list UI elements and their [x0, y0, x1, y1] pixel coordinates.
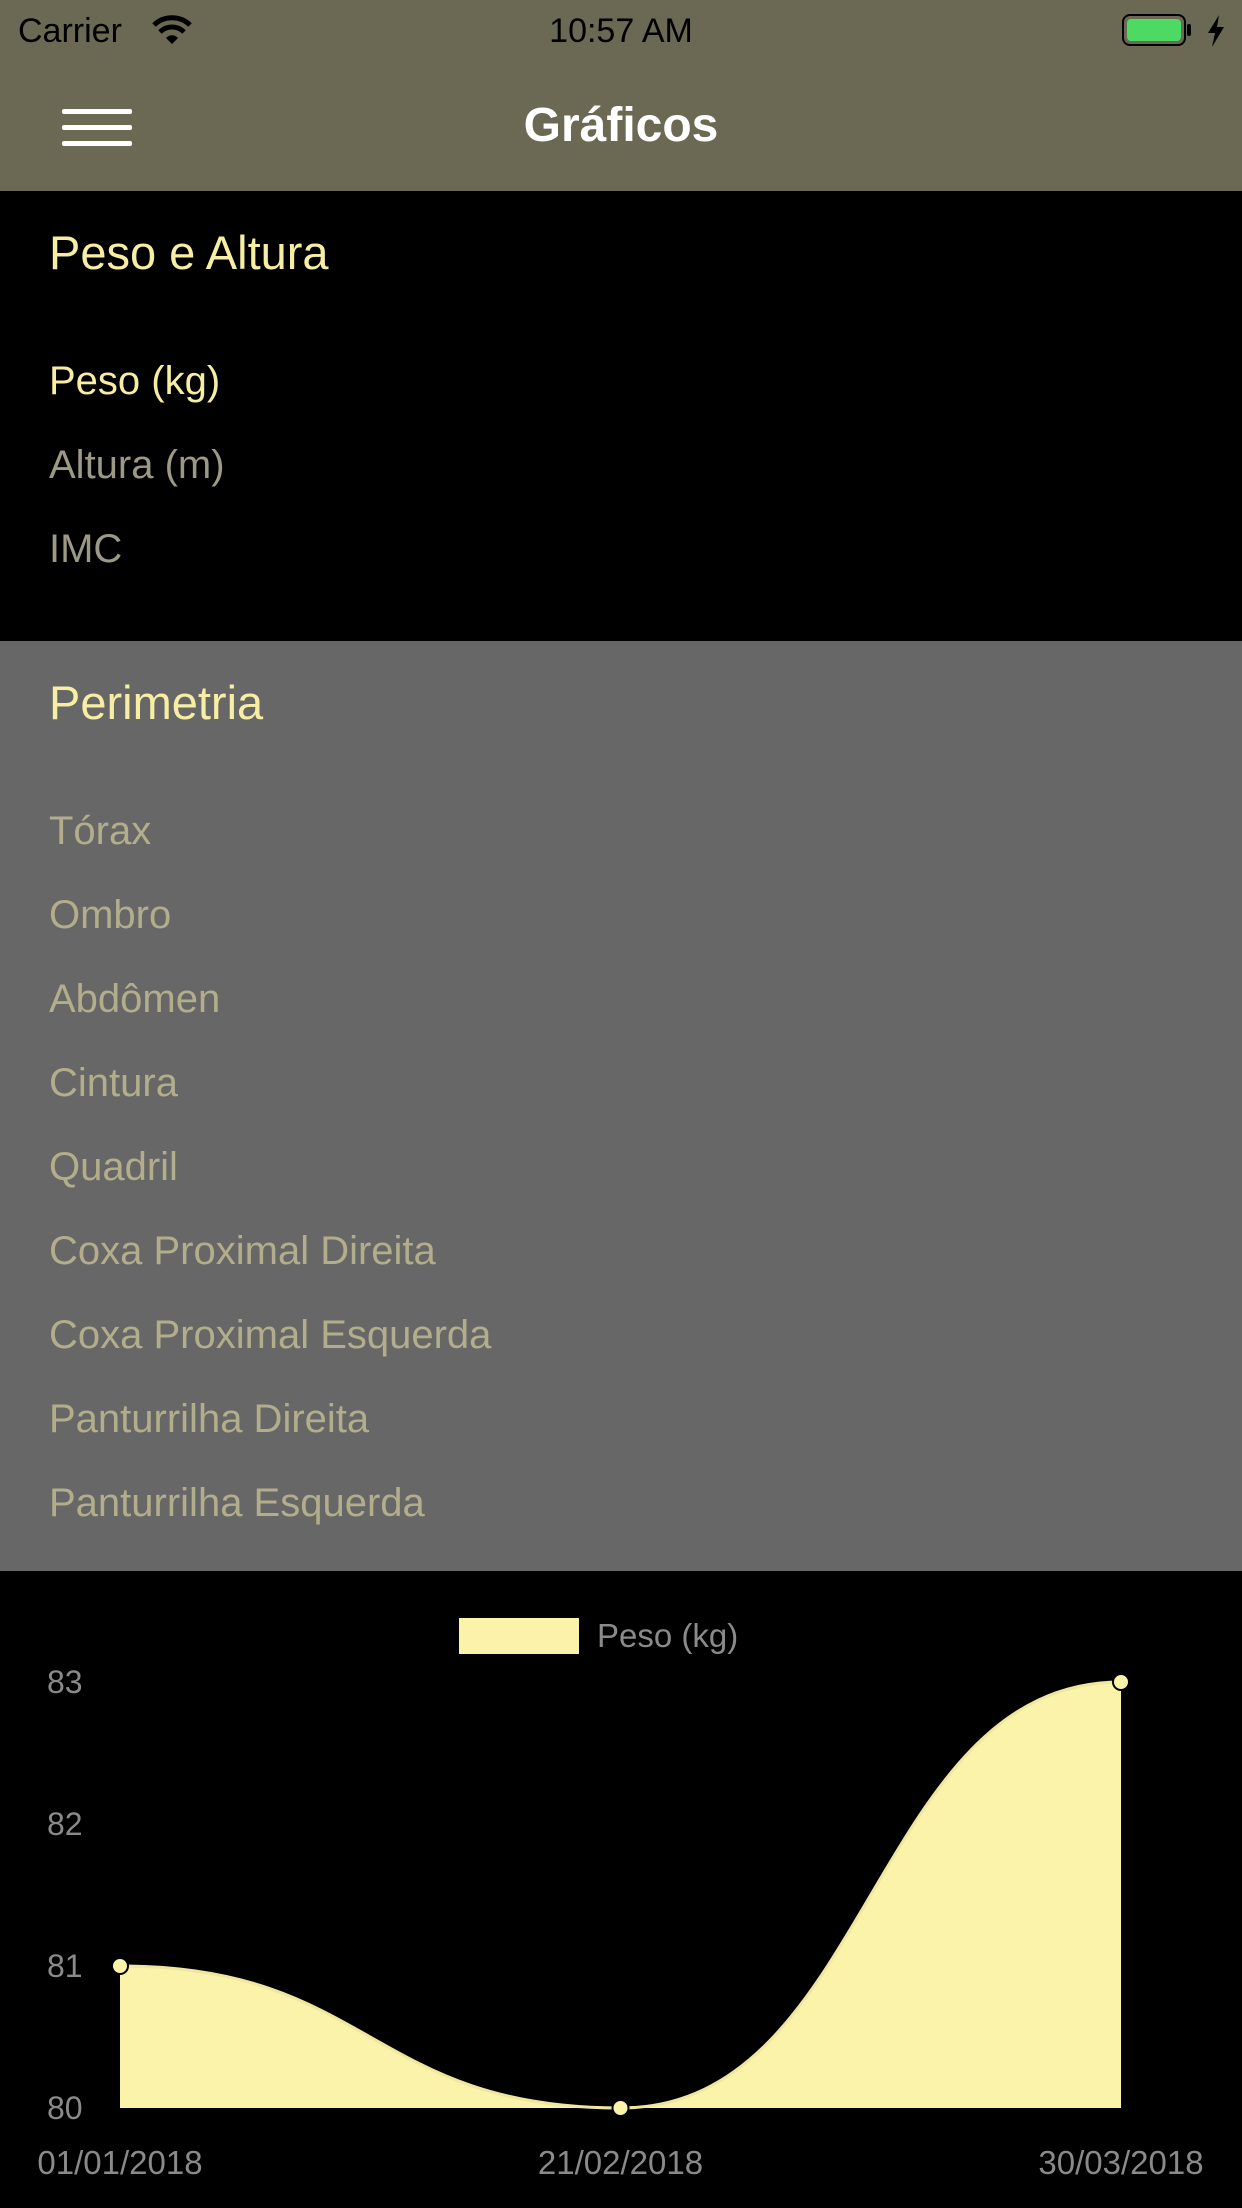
legend-label: Peso (kg) [597, 1617, 739, 1654]
data-point [1113, 1674, 1129, 1690]
option-ombro[interactable]: Ombro [49, 893, 172, 937]
navigation-bar [0, 62, 1242, 191]
option-altura[interactable]: Altura (m) [49, 443, 225, 487]
section-title-perimetria: Perimetria [49, 676, 264, 729]
status-time: 10:57 AM [549, 12, 693, 50]
data-point [112, 1958, 128, 1974]
weight-chart [0, 1571, 1242, 2208]
battery-icon [1122, 14, 1192, 46]
option-panturrilha-direita[interactable]: Panturrilha Direita [49, 1397, 370, 1441]
option-cintura[interactable]: Cintura [49, 1061, 178, 1105]
legend-swatch [459, 1618, 579, 1654]
peso-altura-section [0, 191, 1242, 641]
section-title-peso-altura: Peso e Altura [49, 226, 329, 279]
y-tick-label: 83 [47, 1664, 83, 1700]
y-tick-label: 81 [47, 1948, 83, 1984]
option-coxa-proximal-direita[interactable]: Coxa Proximal Direita [49, 1229, 436, 1273]
x-tick-label: 01/01/2018 [37, 2144, 203, 2181]
option-abdomen[interactable]: Abdômen [49, 977, 221, 1021]
option-panturrilha-esquerda[interactable]: Panturrilha Esquerda [49, 1481, 425, 1525]
area-fill [120, 1682, 1121, 2108]
data-point [613, 2100, 629, 2116]
option-quadril[interactable]: Quadril [49, 1145, 178, 1189]
status-bar [0, 0, 1242, 62]
x-tick-label: 21/02/2018 [537, 2144, 704, 2181]
page-title: Gráficos [523, 99, 719, 152]
perimetria-section [0, 641, 1242, 1571]
option-peso[interactable]: Peso (kg) [49, 359, 221, 403]
option-imc[interactable]: IMC [49, 527, 123, 571]
x-tick-label: 30/03/2018 [1038, 2144, 1204, 2181]
charging-bolt-icon [1206, 14, 1226, 48]
option-coxa-proximal-esquerda[interactable]: Coxa Proximal Esquerda [49, 1313, 492, 1357]
carrier-label: Carrier [18, 12, 122, 50]
option-torax[interactable]: Tórax [49, 809, 152, 853]
y-tick-label: 80 [47, 2090, 83, 2126]
chart-canvas [0, 1571, 1242, 2208]
y-tick-label: 82 [47, 1806, 83, 1842]
